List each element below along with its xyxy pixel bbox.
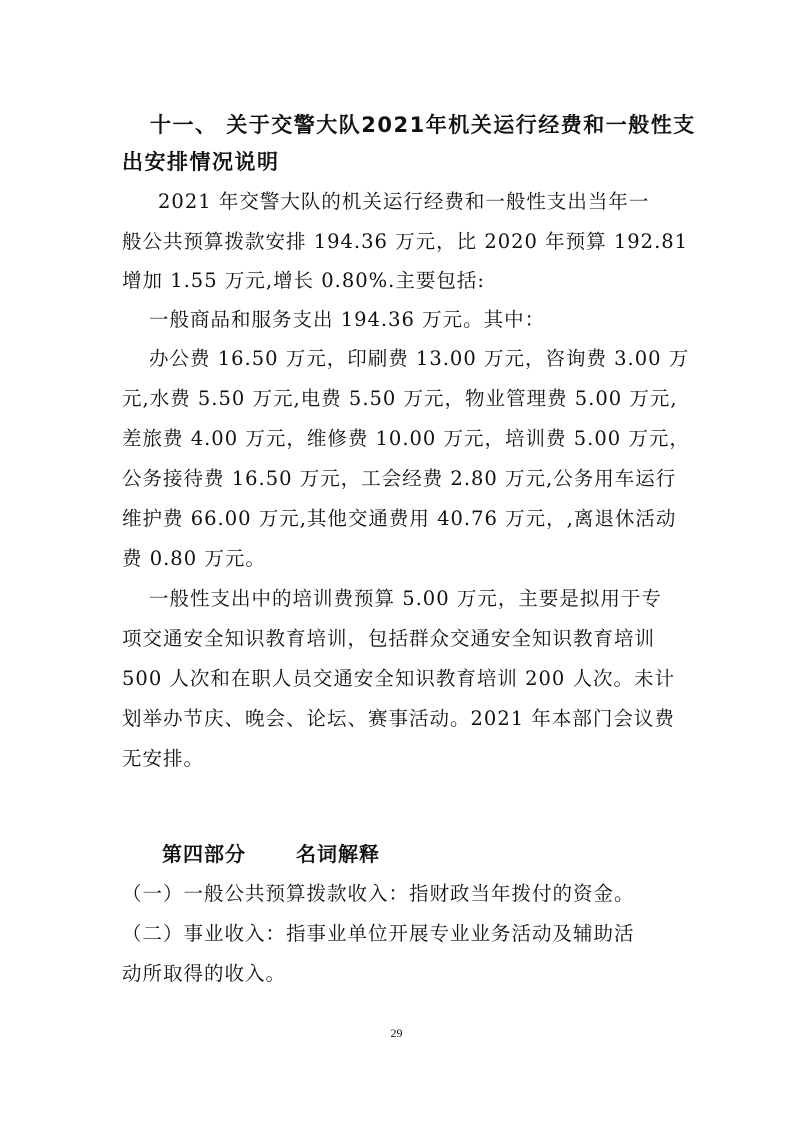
definition-line: （二）事业收入：指事业单位开展专业业务活动及辅助活 [122, 922, 635, 945]
body-line: 维护费 66.00 万元,其他交通费用 40.76 万元，,离退休活动 [122, 507, 677, 530]
body-line: 增加 1.55 万元,增长 0.80%.主要包括: [122, 269, 485, 292]
section-heading-line-2: 出安排情况说明 [122, 150, 280, 174]
body-line: 一般商品和服务支出 194.36 万元。其中： [149, 308, 546, 331]
body-line: 办公费 16.50 万元，印刷费 13.00 万元，咨询费 3.00 万 [149, 347, 690, 370]
body-line: 般公共预算拨款安排 194.36 万元，比 2020 年预算 192.81 [122, 230, 689, 253]
body-line: 项交通安全知识教育培训，包括群众交通安全知识教育培训 [122, 627, 656, 650]
body-line: 一般性支出中的培训费预算 5.00 万元，主要是拟用于专 [149, 587, 662, 610]
definition-line: 动所取得的收入。 [122, 962, 287, 985]
body-line: 500 人次和在职人员交通安全知识教育培训 200 人次。未计 [122, 667, 676, 690]
body-line: 2021 年交警大队的机关运行经费和一般性支出当年一 [158, 190, 650, 213]
body-line: 公务接待费 16.50 万元，工会经费 2.80 万元,公务用车运行 [122, 467, 677, 490]
page-number: 29 [390, 1026, 403, 1040]
part-four-title [162, 842, 380, 866]
body-line: 划举办节庆、晚会、论坛、赛事活动。2021 年本部门会议费 [122, 707, 675, 730]
body-line: 费 0.80 万元。 [122, 547, 266, 570]
part-four-label: 第四部分 [162, 842, 246, 866]
body-line: 元,水费 5.50 万元,电费 5.50 万元，物业管理费 5.00 万元, [122, 387, 678, 410]
body-line: 差旅费 4.00 万元，维修费 10.00 万元，培训费 5.00 万元， [122, 427, 690, 450]
part-four-name: 名词解释 [296, 842, 380, 866]
definition-line: （一）一般公共预算拨款收入：指财政当年拨付的资金。 [122, 882, 635, 905]
body-line: 无安排。 [122, 747, 205, 770]
section-heading-line-1: 十一、 关于交警大队2021年机关运行经费和一般性支 [150, 113, 696, 137]
